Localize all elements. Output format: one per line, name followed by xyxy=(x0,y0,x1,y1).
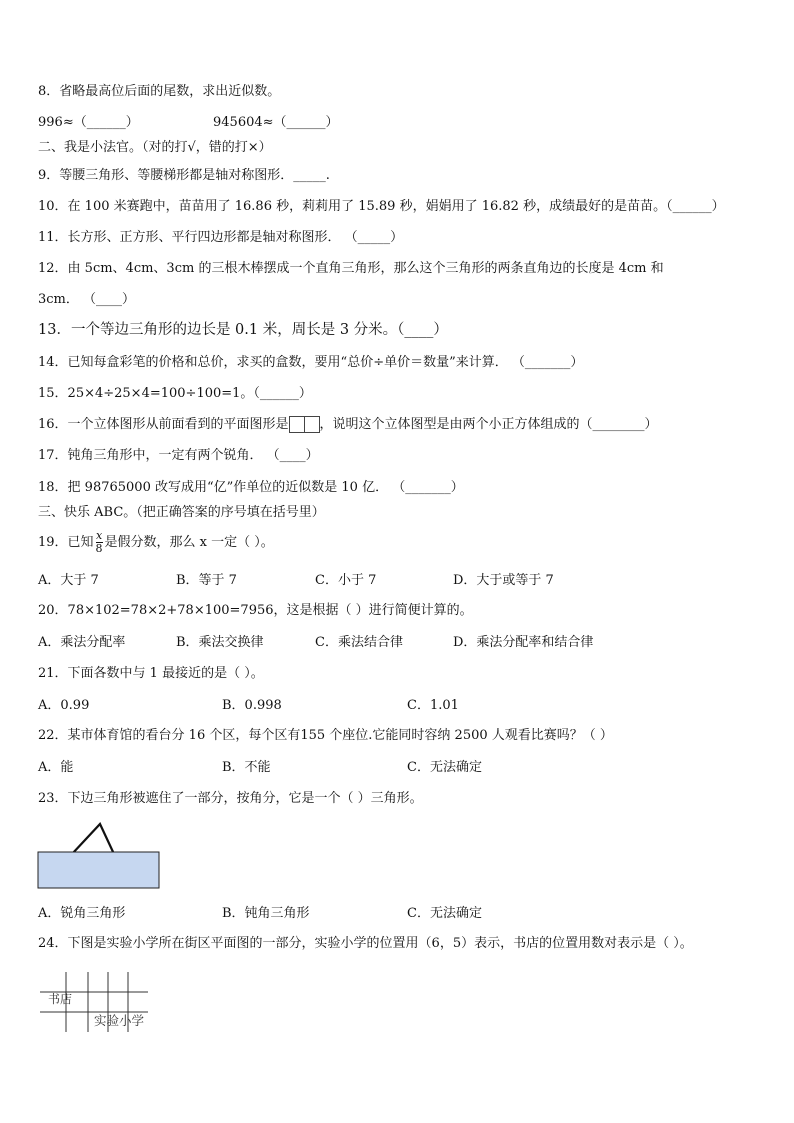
q12-line2: 3cm． （____） xyxy=(38,292,136,307)
q20-option-c: C．乘法结合律 xyxy=(315,635,403,650)
q22-option-a: A．能 xyxy=(38,760,74,775)
q21-option-c: C．1.01 xyxy=(407,698,459,713)
street-grid-map xyxy=(40,968,170,1038)
q19-option-c: C．小于 7 xyxy=(315,573,377,588)
cover-rectangle xyxy=(38,852,159,888)
bookstore-label: 书店 xyxy=(48,992,73,1006)
triangle-visible-sides xyxy=(72,824,114,854)
q20-option-b: B．乘法交换律 xyxy=(176,635,264,650)
q20-option-d: D．乘法分配率和结合律 xyxy=(453,635,594,650)
square-icon xyxy=(289,416,305,433)
q19-suffix: 是假分数，那么 x 一定（ ）。 xyxy=(104,535,274,550)
q15: 15．25×4÷25×4=100÷100=1。（______） xyxy=(38,386,312,401)
q21-option-b: B．0.998 xyxy=(222,698,282,713)
q8-b: 945604≈（______） xyxy=(213,115,339,130)
q22-option-c: C．无法确定 xyxy=(407,760,482,775)
q9: 9．等腰三角形、等腰梯形都是轴对称图形．_____. xyxy=(38,168,330,183)
q20-option-a: A．乘法分配率 xyxy=(38,635,126,650)
q10: 10．在 100 米赛跑中，苗苗用了 16.86 秒，莉莉用了 15.89 秒，娟娟用了 16.82 秒，成绩最好的是苗苗。（______） xyxy=(38,199,725,214)
q8-a: 996≈（______） xyxy=(38,115,139,130)
q19-prefix: 19．已知 xyxy=(38,535,94,550)
school-label: 实验小学 xyxy=(94,1013,145,1028)
q18: 18．把 98765000 改写成用“亿”作单位的近似数是 10 亿． （_______） xyxy=(38,480,464,495)
q17: 17．钝角三角形中，一定有两个锐角． （____） xyxy=(38,448,319,463)
q13: 13．一个等边三角形的边长是 0.1 米，周长是 3 分米。（____） xyxy=(38,322,448,338)
q23: 23．下边三角形被遮住了一部分，按角分，它是一个（ ）三角形。 xyxy=(38,791,423,806)
q8-text: 8．省略最高位后面的尾数，求出近似数。 xyxy=(38,84,281,99)
q16-after: ，说明这个立体图型是由两个小正方体组成的（________） xyxy=(319,417,658,432)
q21: 21．下面各数中与 1 最接近的是（ ）。 xyxy=(38,666,264,681)
q23-option-c: C．无法确定 xyxy=(407,906,482,921)
q20: 20．78×102=78×2+78×100=7956，这是根据（ ）进行简便计算的。 xyxy=(38,603,473,618)
fraction-denominator: 8 xyxy=(95,542,103,555)
q16 xyxy=(38,416,658,433)
q19 xyxy=(38,530,274,556)
q23-option-a: A．锐角三角形 xyxy=(38,906,126,921)
square-icon xyxy=(305,416,320,433)
q19-option-d: D．大于或等于 7 xyxy=(453,573,554,588)
q23-option-b: B．钝角三角形 xyxy=(222,906,310,921)
fraction-x-over-8 xyxy=(96,530,103,555)
covered-triangle-figure xyxy=(36,818,166,892)
q12-line1: 12．由 5cm、4cm、3cm 的三根木棒摆成一个直角三角形，那么这个三角形的两条直角边的长度是 4cm 和 xyxy=(38,261,664,276)
q19-option-b: B．等于 7 xyxy=(176,573,237,588)
q19-option-a: A．大于 7 xyxy=(38,573,99,588)
q11: 11．长方形、正方形、平行四边形都是轴对称图形． （_____） xyxy=(38,230,404,245)
q14: 14．已知每盒彩笔的价格和总价，求买的盒数，要用“总价÷单价＝数量”来计算． （_______） xyxy=(38,355,584,370)
fraction-numerator: x xyxy=(95,529,103,542)
q24: 24．下图是实验小学所在街区平面图的一部分，实验小学的位置用（6，5）表示，书店的位置用数对表示是（ ）。 xyxy=(38,936,693,951)
section-3-heading: 三、快乐 ABC。（把正确答案的序号填在括号里） xyxy=(38,505,325,520)
q22-option-b: B．不能 xyxy=(222,760,271,775)
q22: 22．某市体育馆的看台分 16 个区，每个区有155 个座位.它能同时容纳 2500 人观看比赛吗？（ ） xyxy=(38,728,613,743)
q21-option-a: A．0.99 xyxy=(38,698,90,713)
section-2-heading: 二、我是小法官。（对的打√，错的打×） xyxy=(38,140,272,155)
two-squares-figure xyxy=(289,416,320,433)
q16-before: 16．一个立体图形从前面看到的平面图形是 xyxy=(38,417,289,432)
